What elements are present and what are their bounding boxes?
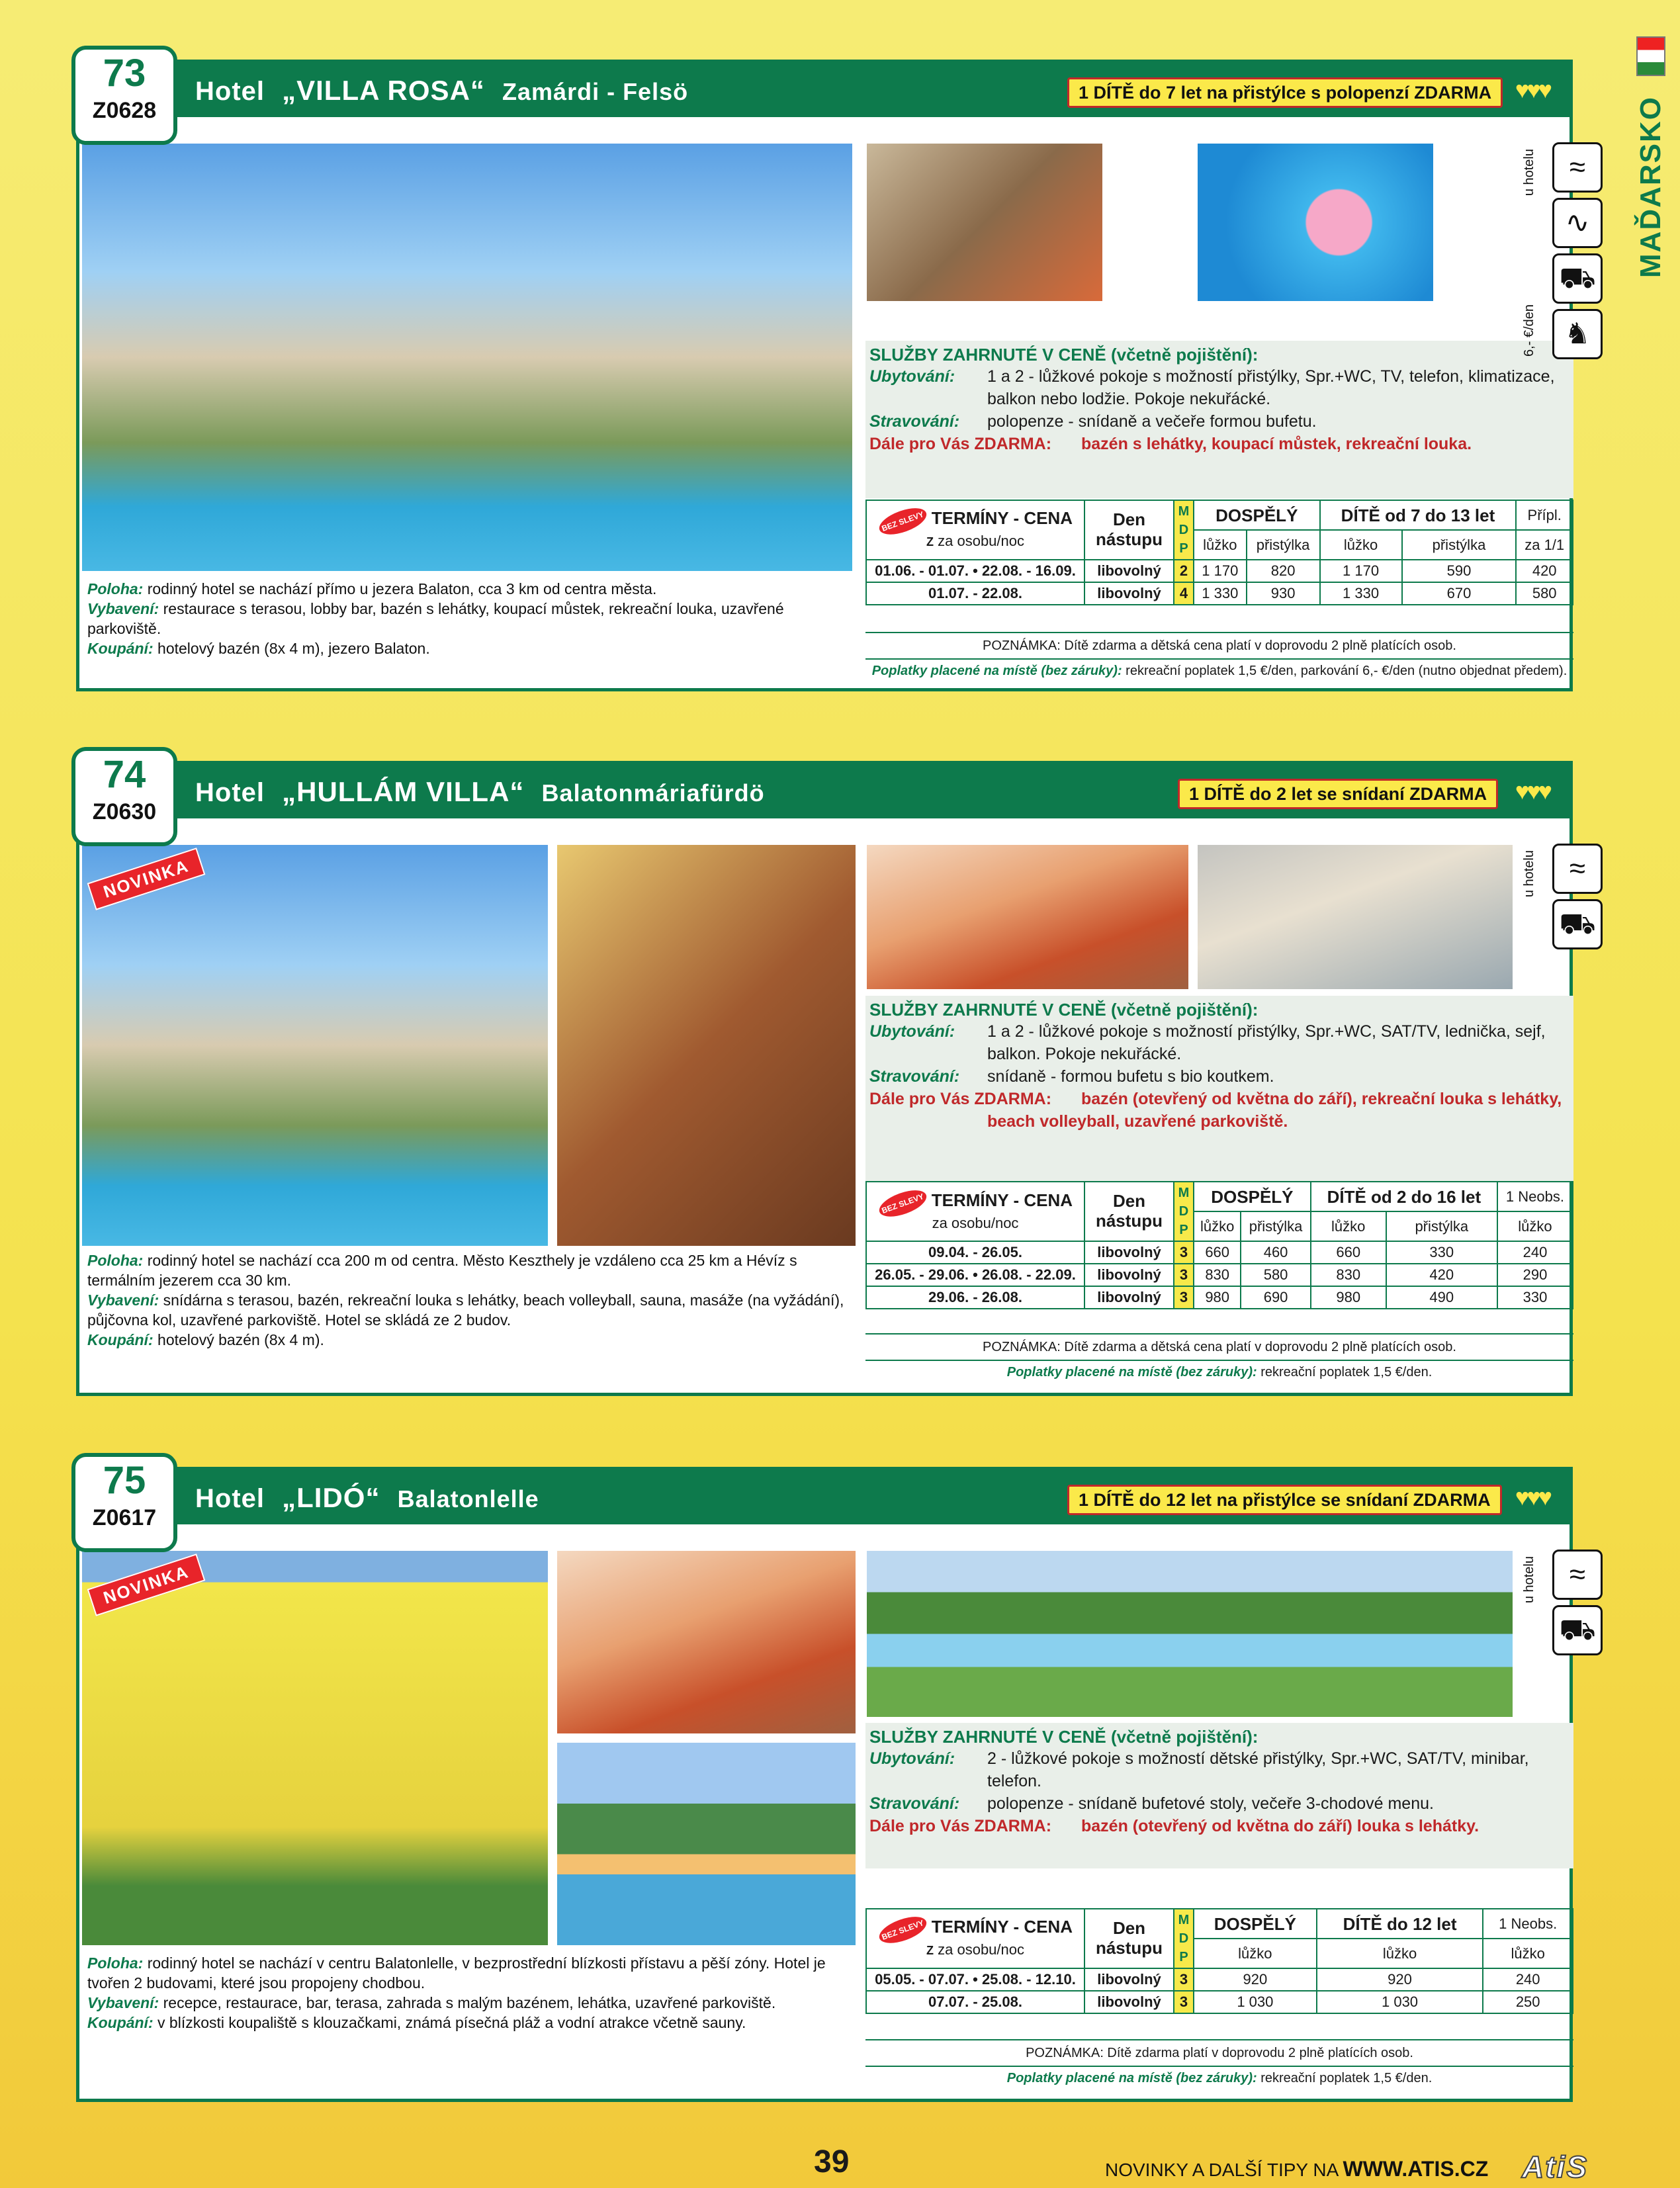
novinka-badge: NOVINKA	[87, 1553, 206, 1616]
hotel-card-73[interactable]	[76, 52, 1596, 691]
hotel-description: Poloha: rodinný hotel se nachází v centru Balatonlelle, v bezprostřední blízkosti přístavu a pěší zóny. Hotel je tvořen 2 budovami, které jsou propojeny chodbou. Vybavení: recepce, restaurace, bar, terasa, zahrada s malým bazénem, lehátka, uzavřené parkoviště. Koupání: v blízkosti koupaliště s klouzačkami, známá písečná pláž a vodní atrakce včetně sauny.	[87, 1954, 826, 2031]
included-services: SLUŽBY ZAHRNUTÉ V CENĚ (včetně pojištění): Ubytování: 1 a 2 - lůžkové pokoje s možností přistýlky, Spr.+WC, SAT/TV, lednička, sejf, balkon. Pokoje nekuřácké. Stravování: snídaně - formou bufetu s bio koutkem. Dále pro Vás ZDARMA: bazén (otevřený od května do září), rekreační louka s lehátky, beach volleyball, uzavřené parkoviště.	[865, 996, 1573, 1181]
price-table: BEZ SLEVY TERMÍNY - CENA Z za osobu/noc Den nástupu M D P DOSPĚLÝ DÍTĚ od 7 do 13 let Přípl. lůžko přistýlka lůžko přistýlka za 1/1 01.06. - 01.07. • 22.08. - 16.09. libovolný 2 1 170 820 1 170 590 420 01.07. - 22.08. libovolný 4 1 330 930 1 330 670 580	[865, 500, 1573, 605]
room-photo[interactable]	[865, 142, 1104, 302]
hotel-title[interactable]	[195, 776, 765, 808]
hotel-number: 74	[103, 753, 146, 796]
hotel-description: Poloha: rodinný hotel se nachází přímo u jezera Balaton, cca 3 km od centra města. Vybavení: restaurace s terasou, lobby bar, bazén s lehátky, koupací můstek, rekreační louka, uzavřené parkoviště. Koupání: hotelový bazén (8x 4 m), jezero Balaton.	[87, 580, 784, 657]
room-photo[interactable]	[865, 844, 1190, 990]
hotel-location: Balatonmáriafürdö	[541, 779, 765, 807]
website-link[interactable]: WWW.ATIS.CZ	[1343, 2157, 1489, 2181]
bez-slevy-badge: BEZ SLEVY	[876, 1185, 930, 1222]
hotel-code: Z0630	[92, 799, 157, 824]
bez-slevy-badge: BEZ SLEVY	[876, 1911, 930, 1948]
hotel-code: Z0617	[92, 1505, 157, 1530]
hotel-name: „HULLÁM VILLA“	[282, 776, 525, 807]
parking-icon: ⛟	[1552, 1605, 1603, 1655]
price-note: POZNÁMKA: Dítě zdarma a dětská cena platí v doprovodu 2 plně platících osob.	[865, 632, 1573, 658]
price-note: POZNÁMKA: Dítě zdarma platí v doprovodu 2 plně platících osob.	[865, 2039, 1573, 2066]
hotel-location: Zamárdi - Felsö	[502, 78, 689, 105]
country-sidebar	[1631, 36, 1671, 278]
hotel-title[interactable]	[195, 1482, 539, 1514]
included-services: SLUŽBY ZAHRNUTÉ V CENĚ (včetně pojištění): Ubytování: 1 a 2 - lůžkové pokoje s možností přistýlky, Spr.+WC, TV, telefon, klimatizace, balkon nebo lodžie. Pokoje nekuřácké. Stravování: polopenze - snídaně a večeře formou bufetu. Dále pro Vás ZDARMA: bazén s lehátky, koupací můstek, rekreační louka.	[865, 341, 1573, 498]
novinka-badge: NOVINKA	[87, 848, 206, 910]
buffet-photo[interactable]	[1196, 844, 1514, 990]
price-table: BEZ SLEVY TERMÍNY - CENA za osobu/noc Den nástupu M D P DOSPĚLÝ DÍTĚ od 2 do 16 let 1 Neobs. lůžko přistýlka lůžko přistýlka lůžko 09.04. - 26.05. libovolný 3 660 460 660 330 240 26.05. - 29.06. • 26.08. - 22.09. libovolný 3 830 580 830 420 290 29.06. - 26.08. libovolný 3 980 690 980 490 330	[865, 1181, 1573, 1309]
swimming-pool-icon: ≈	[1552, 844, 1603, 894]
rating-hearts-icon: ♥♥♥	[1515, 76, 1550, 103]
promo-badge: 1 DÍTĚ do 7 let na přistýlce s polopenzí ZDARMA	[1067, 77, 1503, 108]
promo-badge: 1 DÍTĚ do 2 let se snídaní ZDARMA	[1178, 779, 1498, 809]
page-number: 39	[814, 2144, 850, 2179]
hotel-code: Z0628	[92, 98, 157, 123]
country-label: MAĎARSKO	[1634, 96, 1667, 279]
room-photo[interactable]	[556, 1550, 857, 1735]
restaurant-photo[interactable]	[556, 844, 857, 1247]
garden-pool-photo[interactable]	[865, 1550, 1514, 1718]
side-note-hotel: u hotelu	[1522, 850, 1536, 898]
parking-icon: ⛟	[1552, 253, 1603, 304]
local-fees: Poplatky placené na místě (bez záruky): rekreační poplatek 1,5 €/den.	[865, 1360, 1573, 1383]
hotel-number: 75	[103, 1459, 146, 1502]
parking-icon: ⛟	[1552, 899, 1603, 949]
amenity-icons	[1552, 844, 1605, 955]
side-note-hotel: u hotelu	[1522, 1556, 1536, 1604]
number-badge	[71, 1453, 177, 1552]
hotel-prefix: Hotel	[195, 1484, 265, 1513]
hotel-prefix: Hotel	[195, 778, 265, 807]
table-row: 05.05. - 07.07. • 25.08. - 12.10. libovolný 3 920 920 240	[866, 1968, 1573, 1991]
rating-hearts-icon: ♥♥♥	[1515, 777, 1550, 805]
hotel-location: Balatonlelle	[397, 1485, 539, 1512]
hungary-flag-icon	[1636, 36, 1665, 76]
table-row: 26.05. - 29.06. • 26.08. - 22.09. libovolný 3 830 580 830 420 290	[866, 1264, 1573, 1286]
table-row: 29.06. - 26.08. libovolný 3 980 690 980 490 330	[866, 1286, 1573, 1309]
included-services: SLUŽBY ZAHRNUTÉ V CENĚ (včetně pojištění): Ubytování: 2 - lůžkové pokoje s možností dětské přistýlky, Spr.+WC, SAT/TV, minibar, telefon. Stravování: polopenze - snídaně bufetové stoly, večeře 3-chodové menu. Dále pro Vás ZDARMA: bazén (otevřený od května do září) louka s lehátky.	[865, 1723, 1573, 1868]
number-badge	[71, 46, 177, 145]
hotel-title[interactable]	[195, 75, 688, 107]
hotel-photo-main[interactable]	[81, 142, 854, 572]
hotel-number: 73	[103, 52, 146, 95]
hotel-description: Poloha: rodinný hotel se nachází cca 200 m od centra. Město Keszthely je vzdáleno cca 25 km a Hévíz s termálním jezerem cca 30 km. Vybavení: snídárna s terasou, bazén, rekreační louka s lehátky, beach volleyball, sauna, masáže (na vyžádání), půjčovna kol, uzavřené parkoviště. Hotel se skládá ze 2 budov. Koupání: hotelový bazén (8x 4 m).	[87, 1252, 844, 1348]
table-row: 01.07. - 22.08. libovolný 4 1 330 930 1 330 670 580	[866, 582, 1573, 605]
side-note-price: 6,- €/den	[1522, 304, 1536, 357]
hotel-card-75[interactable]	[76, 1459, 1596, 2102]
beach-icon: ∿	[1552, 198, 1603, 248]
hotel-name: „VILLA ROSA“	[282, 75, 485, 106]
hotel-prefix: Hotel	[195, 77, 265, 106]
price-table: BEZ SLEVY TERMÍNY - CENA Z za osobu/noc Den nástupu M D P DOSPĚLÝ DÍTĚ do 12 let 1 Neobs. lůžko lůžko lůžko 05.05. - 07.07. • 25.08. - 12.10. libovolný 3 920 920 240 07.07. - 25.08. libovolný 3 1 030 1 030 250	[865, 1908, 1573, 2014]
atis-logo: AtiS	[1522, 2150, 1588, 2184]
table-row: 07.07. - 25.08. libovolný 3 1 030 1 030 250	[866, 1991, 1573, 2013]
hotel-photo-main[interactable]	[81, 844, 549, 1247]
price-note: POZNÁMKA: Dítě zdarma a dětská cena platí v doprovodu 2 plně platících osob.	[865, 1333, 1573, 1360]
bez-slevy-badge: BEZ SLEVY	[876, 503, 930, 540]
table-row: 01.06. - 01.07. • 22.08. - 16.09. libovolný 2 1 170 820 1 170 590 420	[866, 560, 1573, 582]
promo-badge: 1 DÍTĚ do 12 let na přistýlce se snídaní ZDARMA	[1067, 1485, 1502, 1515]
amenity-icons	[1552, 1550, 1605, 1661]
rating-hearts-icon: ♥♥♥	[1515, 1483, 1550, 1510]
footer-tagline: NOVINKY A DALŠÍ TIPY NA WWW.ATIS.CZ	[1105, 2157, 1489, 2181]
hotel-card-74[interactable]	[76, 753, 1596, 1396]
side-note-hotel: u hotelu	[1522, 149, 1536, 197]
hotel-photo-main[interactable]	[81, 1550, 549, 1947]
swimming-pool-icon: ≈	[1552, 142, 1603, 193]
dog-icon: ♞	[1552, 309, 1603, 359]
local-fees: Poplatky placené na místě (bez záruky): rekreační poplatek 1,5 €/den.	[865, 2066, 1573, 2089]
number-badge	[71, 747, 177, 846]
swimming-pool-icon: ≈	[1552, 1550, 1603, 1600]
page-footer	[0, 2144, 1680, 2183]
pool-photo[interactable]	[1196, 142, 1435, 302]
hotel-name: „LIDÓ“	[282, 1482, 380, 1513]
local-fees: Poplatky placené na místě (bez záruky): rekreační poplatek 1,5 €/den, parkování 6,- €/den (nutno objednat předem).	[865, 658, 1573, 682]
beach-photo[interactable]	[556, 1741, 857, 1947]
table-row: 09.04. - 26.05. libovolný 3 660 460 660 330 240	[866, 1241, 1573, 1264]
amenity-icons	[1552, 142, 1605, 365]
